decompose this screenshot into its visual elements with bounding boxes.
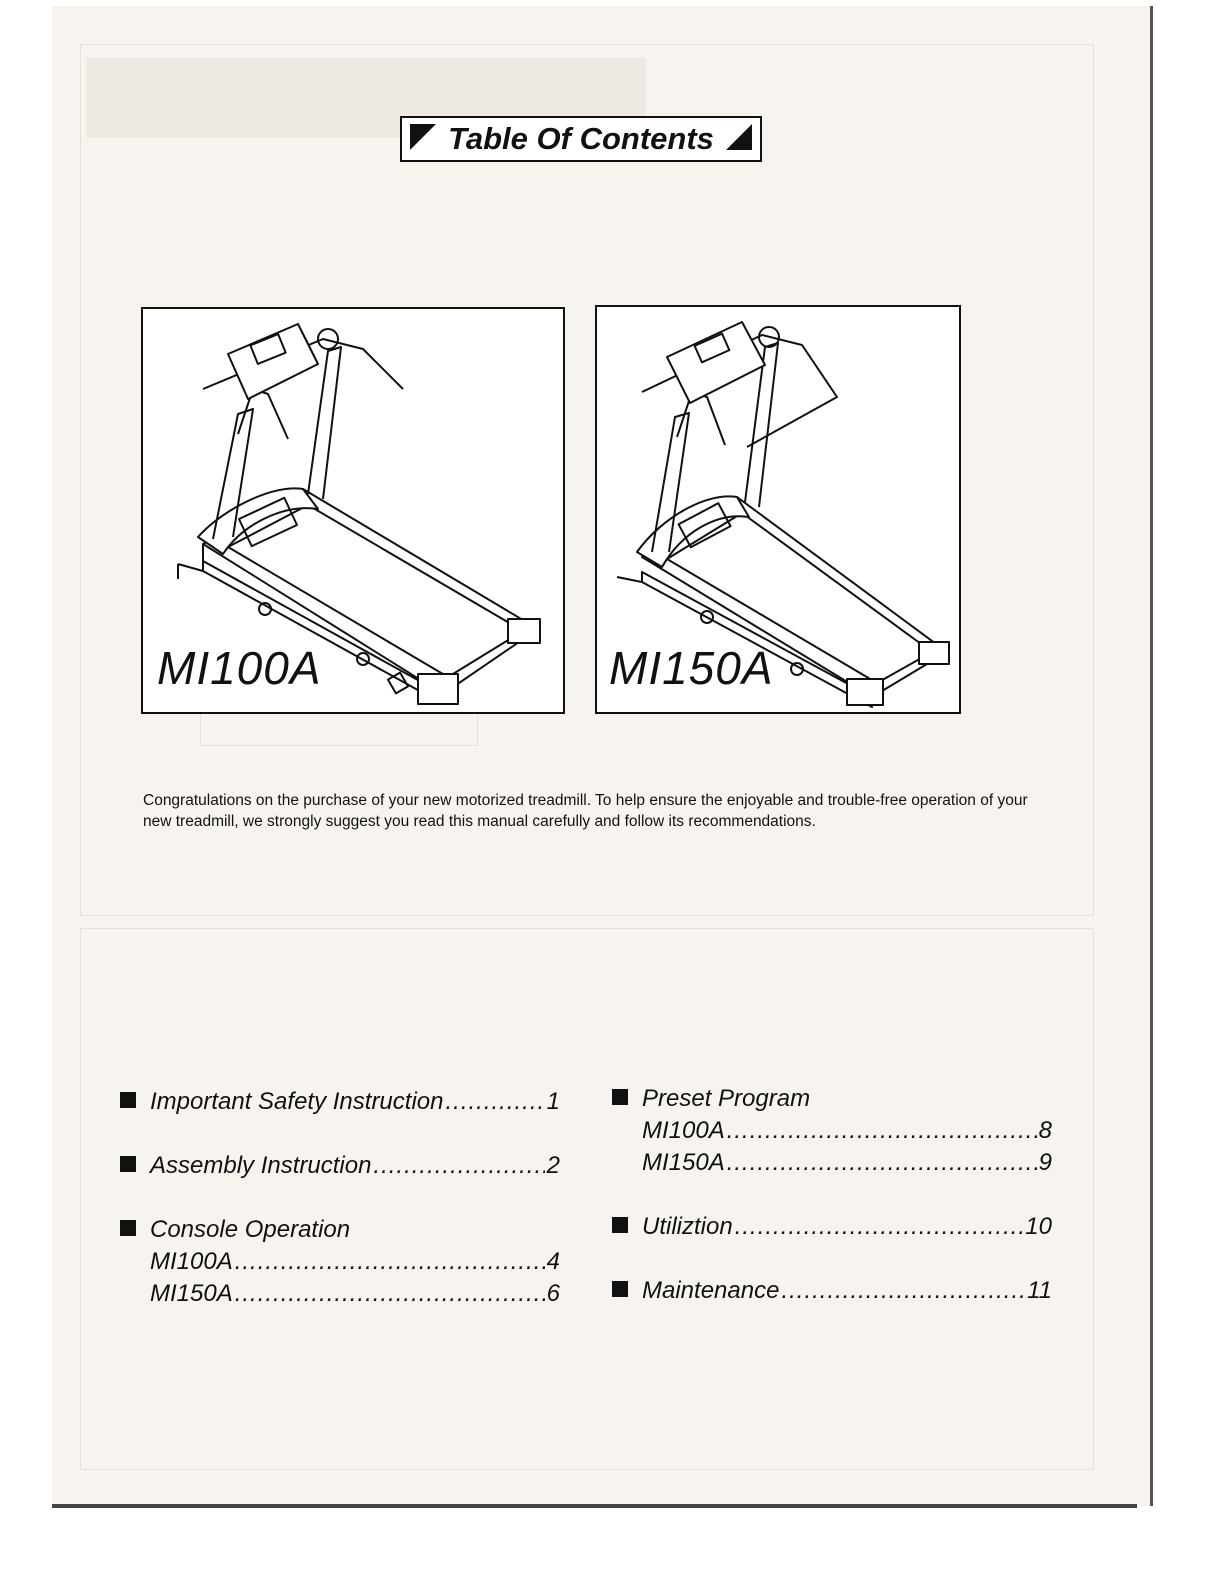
- toc-entry-label: Important Safety Instruction: [150, 1088, 444, 1115]
- toc-entry: [120, 1152, 560, 1184]
- toc-sub-label: MI150A: [642, 1149, 725, 1176]
- toc-page-number: 1: [546, 1088, 560, 1115]
- bullet-square: [612, 1281, 628, 1297]
- toc-sub-entry: [120, 1248, 560, 1280]
- toc-entry: [120, 1088, 560, 1120]
- page-edge-right: [1150, 6, 1153, 1506]
- dot-leader: [373, 1152, 544, 1180]
- toc-title-box: [400, 116, 762, 162]
- dot-leader: [235, 1248, 545, 1276]
- figure-treadmill-mi100a: [141, 307, 565, 714]
- toc-entry-label: Console Operation: [150, 1216, 351, 1243]
- toc-group: [120, 1216, 560, 1312]
- dot-leader: [781, 1277, 1025, 1305]
- model-label-mi100a: MI100A: [157, 642, 322, 694]
- dot-leader: [735, 1213, 1024, 1241]
- toc-entry: [612, 1085, 1052, 1117]
- toc-entry: [612, 1277, 1052, 1309]
- figure-treadmill-mi150a: [595, 305, 961, 714]
- toc-page-number: 10: [1025, 1213, 1052, 1240]
- toc-sub-label: MI100A: [642, 1117, 725, 1144]
- bullet-square: [120, 1220, 136, 1236]
- toc-page-number: 2: [546, 1152, 560, 1179]
- toc-entry-label: Utiliztion: [642, 1213, 733, 1240]
- toc-sub-label: MI100A: [150, 1248, 233, 1275]
- toc-right-column: [612, 1085, 1052, 1341]
- toc-page-number: 9: [1038, 1149, 1052, 1176]
- toc-sub-entry: [120, 1280, 560, 1312]
- bullet-square: [120, 1156, 136, 1172]
- toc-entry: [120, 1216, 560, 1248]
- toc-page-number: 4: [546, 1248, 560, 1275]
- toc-entry-label: Preset Program: [642, 1085, 811, 1112]
- dot-leader: [235, 1280, 545, 1308]
- model-label-mi150a: MI150A: [609, 642, 774, 694]
- toc-entry: [612, 1213, 1052, 1245]
- bullet-square: [612, 1089, 628, 1105]
- toc-entry-label: Maintenance: [642, 1277, 780, 1304]
- dot-leader: [727, 1117, 1037, 1145]
- toc-sub-label: MI150A: [150, 1280, 233, 1307]
- dot-leader: [445, 1088, 544, 1116]
- title-triangle-left: [410, 124, 436, 150]
- toc-page-number: 11: [1027, 1277, 1052, 1304]
- toc-page-number: 8: [1038, 1117, 1052, 1144]
- toc-group: [612, 1085, 1052, 1181]
- toc-page-number: 6: [546, 1280, 560, 1307]
- bullet-square: [120, 1092, 136, 1108]
- toc-sub-entry: [612, 1149, 1052, 1181]
- title-triangle-right: [726, 124, 752, 150]
- page-title: Table Of Contents: [448, 121, 714, 156]
- toc-entry-label: Assembly Instruction: [150, 1152, 372, 1179]
- toc-left-column: [120, 1088, 560, 1344]
- bullet-square: [612, 1217, 628, 1233]
- dot-leader: [727, 1149, 1037, 1177]
- toc-sub-entry: [612, 1117, 1052, 1149]
- intro-paragraph: Congratulations on the purchase of your new motorized treadmill. To help ensure the enjoyable and trouble-free operation of your new treadmill, we strongly suggest you read this manual carefully and follow its recommendations.: [143, 792, 1028, 830]
- page-edge-bottom: [52, 1504, 1137, 1508]
